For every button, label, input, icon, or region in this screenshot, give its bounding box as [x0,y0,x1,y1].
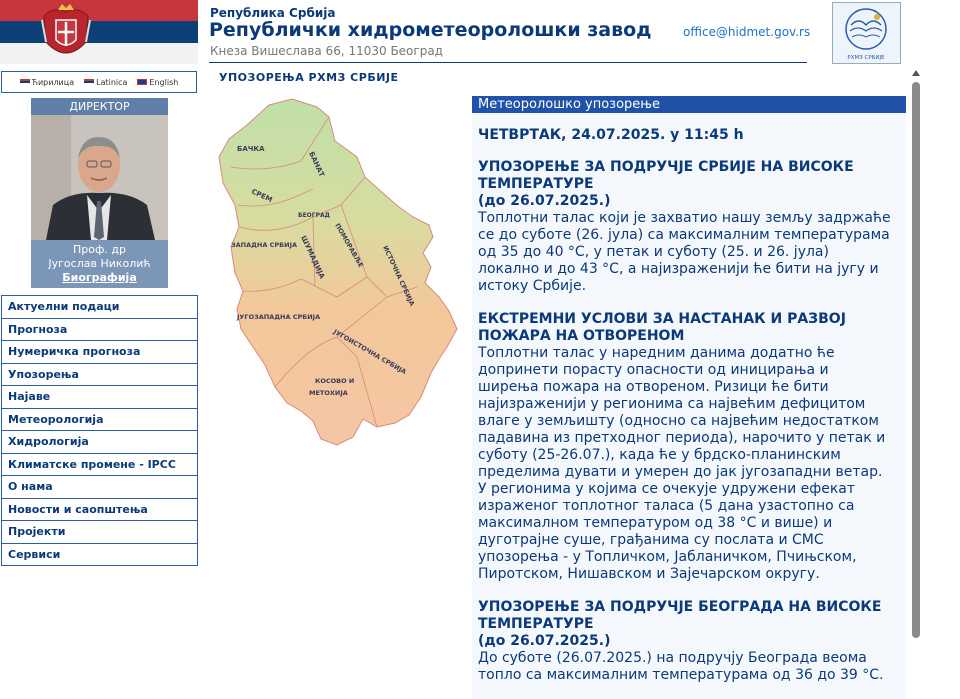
nav-projects[interactable]: Пројекти [2,520,197,543]
map-label-southwestern-serbia: ЈУГОЗАПАДНА СРБИЈА [237,313,321,321]
serbian-flag-icon [20,79,30,85]
nav-current-data[interactable]: Актуелни подаци [2,295,197,318]
serbian-flag-icon [84,79,94,85]
map-label-belgrade: БЕОГРАД [298,212,330,219]
serbia-warning-map[interactable] [217,97,461,447]
nav-warnings[interactable]: Упозорења [2,363,197,386]
map-label-metohija: МЕТОХИЈА [309,389,348,397]
map-label-kosovo: КОСОВО И [315,377,355,385]
serbian-flag [0,0,198,64]
nav-news[interactable]: Новости и саопштења [2,498,197,521]
map-label-southeastern-serbia: ЈУГОИСТОЧНА СРБИЈА [332,327,408,377]
scroll-up-arrow-icon[interactable] [912,70,920,76]
nav-services[interactable]: Сервиси [2,543,197,566]
director-box [31,98,168,288]
header-country: Република Србија [210,6,336,20]
lang-english[interactable]: English [137,78,178,87]
nav-about[interactable]: О нама [2,475,197,498]
header-address: Кнеза Вишеслава 66, 11030 Београд [210,44,443,58]
map-label-sumadija: ШУМАДИЈА [299,234,327,281]
lang-latin[interactable]: Latinica [84,78,127,87]
section-title: УПОЗОРЕЊА РХМЗ СРБИЈЕ [219,71,399,84]
director-name: Југослав Николић [48,257,151,270]
warning-panel [472,96,906,699]
map-label-eastern-serbia: ИСТОЧНА СРБИЈА [381,244,417,308]
warning-until-belgrade-heat: (до 26.07.2025.) [478,633,611,649]
warning-text-serbia-heat: Топлотни талас који је захватио нашу земљу задржаће се до суботе (26. јула) са максималним температурама од 35 до 40 °C, у петак и суботу (25. и 26. јула) локално и до 43 °C, а најизраженији ће бити на југу и истоку Србије. [478,210,891,294]
header-email-link[interactable]: office@hidmet.gov.rs [683,25,811,39]
nav-hydrology[interactable]: Хидрологија [2,430,197,453]
rhmz-logo-icon [833,3,900,63]
scrollbar-thumb[interactable] [912,82,920,638]
warning-until-serbia-heat: (до 26.07.2025.) [478,193,611,209]
coat-of-arms-icon [36,2,96,64]
nav-forecast[interactable]: Прогноза [2,318,197,341]
director-bio-link[interactable]: Биографија [62,271,137,284]
warning-title-serbia-heat: УПОЗОРЕЊЕ ЗА ПОДРУЧЈЕ СРБИЈЕ НА ВИСОКЕ ТЕМПЕРАТУРЕ [478,159,854,192]
rhmz-logo[interactable] [832,2,901,64]
director-portrait-icon [31,115,168,240]
director-name-block [31,243,168,285]
header-divider [209,62,807,63]
warning-title-belgrade-heat: УПОЗОРЕЊЕ ЗА ПОДРУЧЈЕ БЕОГРАДА НА ВИСОКЕ ТЕМПЕРАТУРЕ [478,599,882,632]
uk-flag-icon [137,79,147,85]
map-label-pomoravlje: ПОМОРАВЉЕ [333,222,366,270]
director-title: Проф. др [73,243,126,256]
svg-text:РХМЗ СРБИЈЕ: РХМЗ СРБИЈЕ [847,55,885,61]
main-nav [1,295,198,566]
warning-text-fire: Топлотни талас у наредним данима додатно ће допринети порасту опасности од иницирања и ширења пожара на отвореном. Ризици ће бити најизраженији у регионима са највећим дефицитом влаге у земљишту (односно са највећим недостатком падавина из претходног периода), нарочито у петак и суботу (25-26.07.), када ће у брдско-планинским пределима дувати и умерен до јак југозападни ветар. У регионима у којима се очекује удружени ефекат израженог топлотног таласа (5 дана узастопно са максималном температуром од 38 °C и више) и дуготрајне суше, грађанима су послата и СМС упозорења - у Топличком, Јабланичком, Пчињском, Пиротском, Нишавском и Зајечарском округу. [478,345,886,582]
map-label-backa: БАЧКА [237,145,265,153]
director-heading: ДИРЕКТОР [31,98,168,115]
nav-meteorology[interactable]: Метеорологија [2,408,197,431]
nav-climate-change[interactable]: Климатске промене - IPCC [2,453,197,476]
warning-title-fire: ЕКСТРЕМНИ УСЛОВИ ЗА НАСТАНАК И РАЗВОЈ ПОЖАРА НА ОТВОРЕНОМ [478,311,846,344]
lang-cyrillic[interactable]: Ћирилица [20,78,74,87]
warning-text-belgrade-heat: До суботе (26.07.2025.) на подручју Београда веома топло са максималним температурама од 36 до 39 °C. [478,650,884,683]
map-label-western-serbia: ЗАПАДНА СРБИЈА [231,241,298,249]
warning-panel-header: Метеоролошко упозорење [472,96,906,113]
warning-date: ЧЕТВРТАК, 24.07.2025. у 11:45 h [478,127,744,143]
nav-numerical-forecast[interactable]: Нумеричка прогноза [2,340,197,363]
header-title[interactable]: Републички хидрометеоролошки завод [209,19,652,41]
director-photo [31,115,168,240]
map-label-banat: БАНАТ [307,150,326,179]
warning-body [472,127,906,684]
page-scrollbar[interactable] [911,70,921,699]
map-label-srem: СРЕМ [250,187,274,205]
language-selector [1,71,197,93]
nav-announcements[interactable]: Најаве [2,385,197,408]
